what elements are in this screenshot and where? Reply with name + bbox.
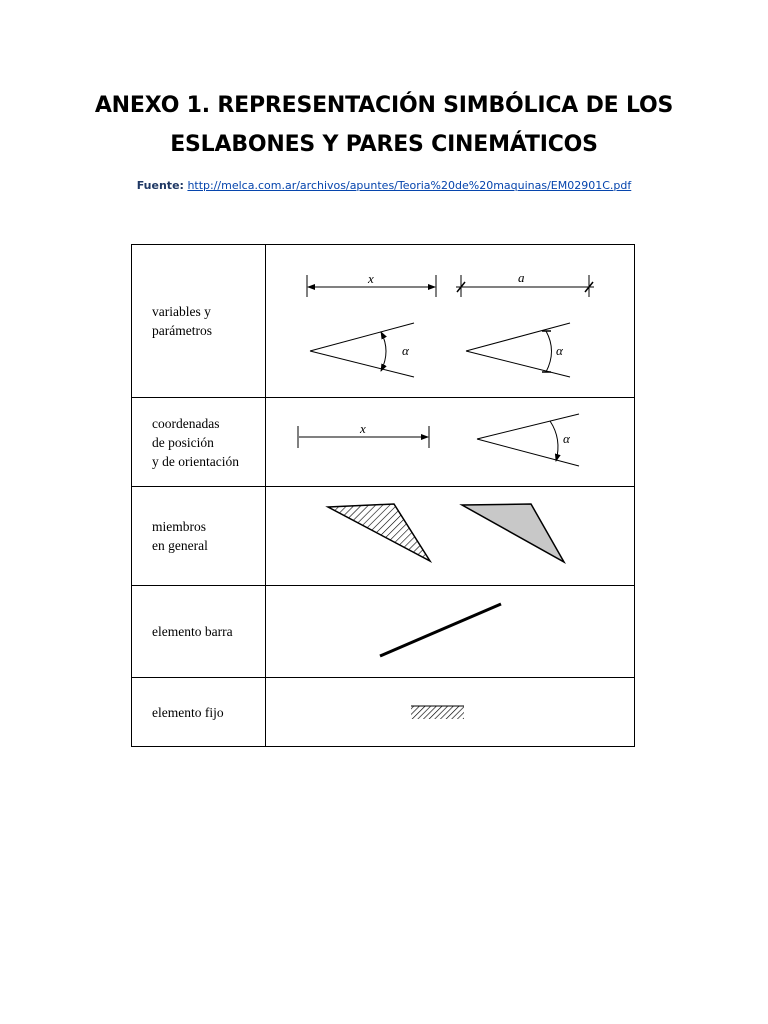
label-line: coordenadas — [152, 415, 220, 431]
row-label — [132, 678, 266, 747]
document-title — [0, 86, 768, 164]
row-figure — [266, 398, 635, 487]
label-line: miembros — [152, 519, 206, 534]
fixed-element-figure — [266, 678, 634, 746]
source-label: Fuente: — [136, 179, 184, 192]
dimension-a-symbol — [456, 270, 594, 297]
label-line: parámetros — [152, 323, 212, 338]
row-figure — [266, 487, 635, 586]
dimension-x-symbol — [307, 271, 436, 297]
members-figure — [266, 487, 634, 585]
label-line: y de orientación — [152, 453, 239, 469]
symbol-table — [131, 244, 635, 747]
dimension-a-label: a — [518, 270, 525, 285]
orientation-coordinate-symbol — [477, 414, 579, 466]
row-label — [132, 487, 266, 586]
table-row — [132, 586, 635, 678]
row-figure — [266, 245, 635, 398]
orientation-alpha-label: α — [563, 431, 570, 446]
angle-alpha-parameter-label: α — [556, 343, 563, 358]
angle-alpha-parameter-symbol — [466, 323, 570, 377]
coordinate-x-label: x — [360, 421, 366, 436]
fixed-element-hatch — [411, 706, 464, 719]
table-row — [132, 678, 635, 747]
position-coordinate-symbol — [298, 421, 429, 448]
dimension-x-label: x — [368, 271, 374, 286]
angle-alpha-symbol — [310, 323, 414, 377]
table-row — [132, 487, 635, 586]
position-orientation-figure — [266, 398, 634, 486]
label-line: de posición — [152, 434, 214, 450]
source-line — [0, 179, 768, 192]
row-figure — [266, 678, 635, 747]
bar-element-line — [380, 604, 501, 656]
table-row — [132, 398, 635, 487]
row-label — [132, 398, 266, 487]
row-figure — [266, 586, 635, 678]
bar-element-figure — [266, 586, 634, 677]
label-line: en general — [152, 538, 208, 553]
variables-parameters-figure — [266, 245, 634, 397]
row-label — [132, 586, 266, 678]
hatched-member-triangle — [328, 504, 430, 561]
label-line: variables y — [152, 304, 211, 319]
angle-alpha-label: α — [402, 343, 409, 358]
label-line: elemento barra — [152, 624, 233, 639]
table-row — [132, 245, 635, 398]
source-link[interactable]: http://melca.com.ar/archivos/apuntes/Teoria%20de%20maquinas/EM02901C.pdf — [187, 179, 632, 192]
label-line: elemento fijo — [152, 704, 224, 720]
title-line-1: ANEXO 1. REPRESENTACIÓN SIMBÓLICA DE LOS — [94, 93, 674, 118]
row-label — [132, 245, 266, 398]
shaded-member-triangle — [462, 504, 564, 562]
title-line-2: ESLABONES Y PARES CINEMÁTICOS — [170, 132, 598, 157]
